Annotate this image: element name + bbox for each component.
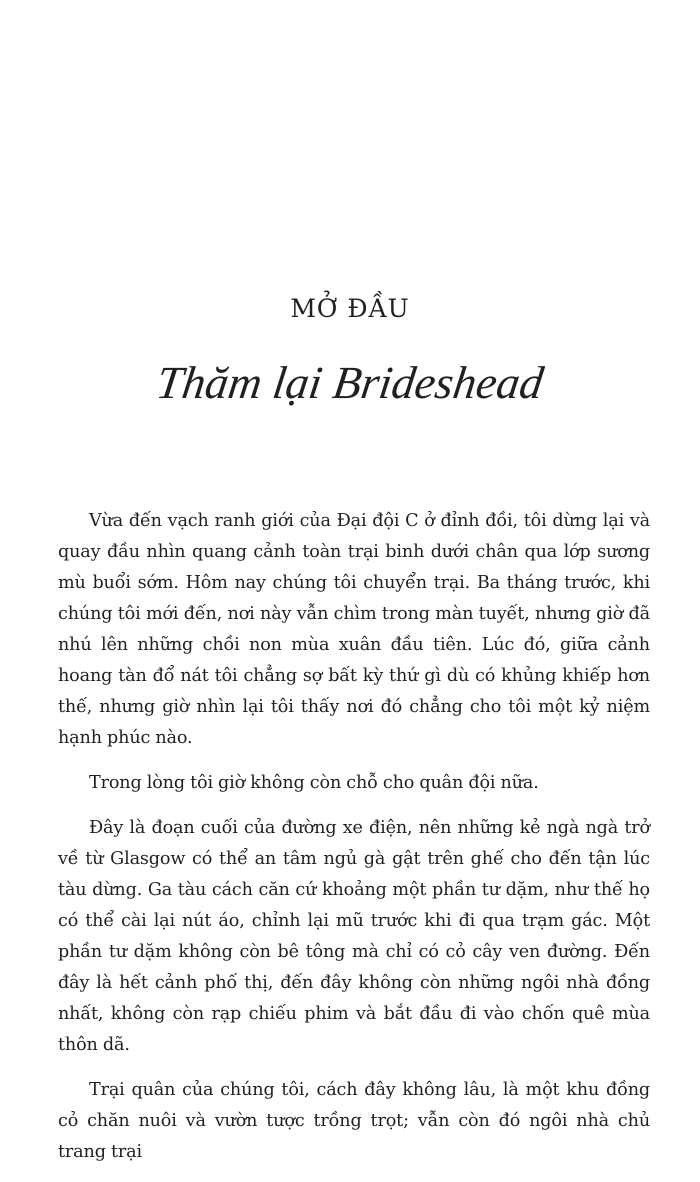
paragraph-1: Vừa đến vạch ranh giới của Đại đội C ở đỉnh đồi, tôi dừng lại và quay đầu nhìn quang cảnh toàn trại binh dưới chân qua lớp sương mù buổi sớm. Hôm nay chúng tôi chuyển trại. Ba tháng trước, khi chúng tôi mới đến, nơi này vẫn chìm trong màn tuyết, nhưng giờ đã nhú lên những chồi non mùa xuân đầu tiên. Lúc đó, giữa cảnh hoang tàn đổ nát tôi chẳng sợ bất kỳ thứ gì dù có khủng khiếp hơn thế, nhưng giờ nhìn lại tôi thấy nơi đó chẳng cho tôi một kỷ niệm hạnh phúc nào. [58,511,650,748]
paragraph-3: Đây là đoạn cuối của đường xe điện, nên những kẻ ngà ngà trở về từ Glasgow có thể an tâm ngủ gà gật trên ghế cho đến tận lúc tàu dừng. Ga tàu cách căn cứ khoảng một phần tư dặm, như thế họ có thể cài lại nút áo, chỉnh lại mũ trước khi đi qua trạm gác. Một phần tư dặm không còn bê tông mà chỉ có cỏ cây ven đường. Đến đây là hết cảnh phố thị, đến đây không còn những ngôi nhà đồng nhất, không còn rạp chiếu phim và bắt đầu đi vào chốn quê mùa thôn dã. [58,818,650,1055]
paragraph-2: Trong lòng tôi giờ không còn chỗ cho quân đội nữa. [89,773,539,793]
paragraph-4: Trại quân của chúng tôi, cách đây không lâu, là một khu đồng cỏ chăn nuôi và vườn tược trồng trọt; vẫn còn đó ngôi nhà chủ trang trại [58,1080,650,1162]
chapter-title: Thăm lại Brideshead [153,357,547,408]
chapter-label: MỞ ĐẦU [290,294,410,323]
body-text [58,506,650,1182]
